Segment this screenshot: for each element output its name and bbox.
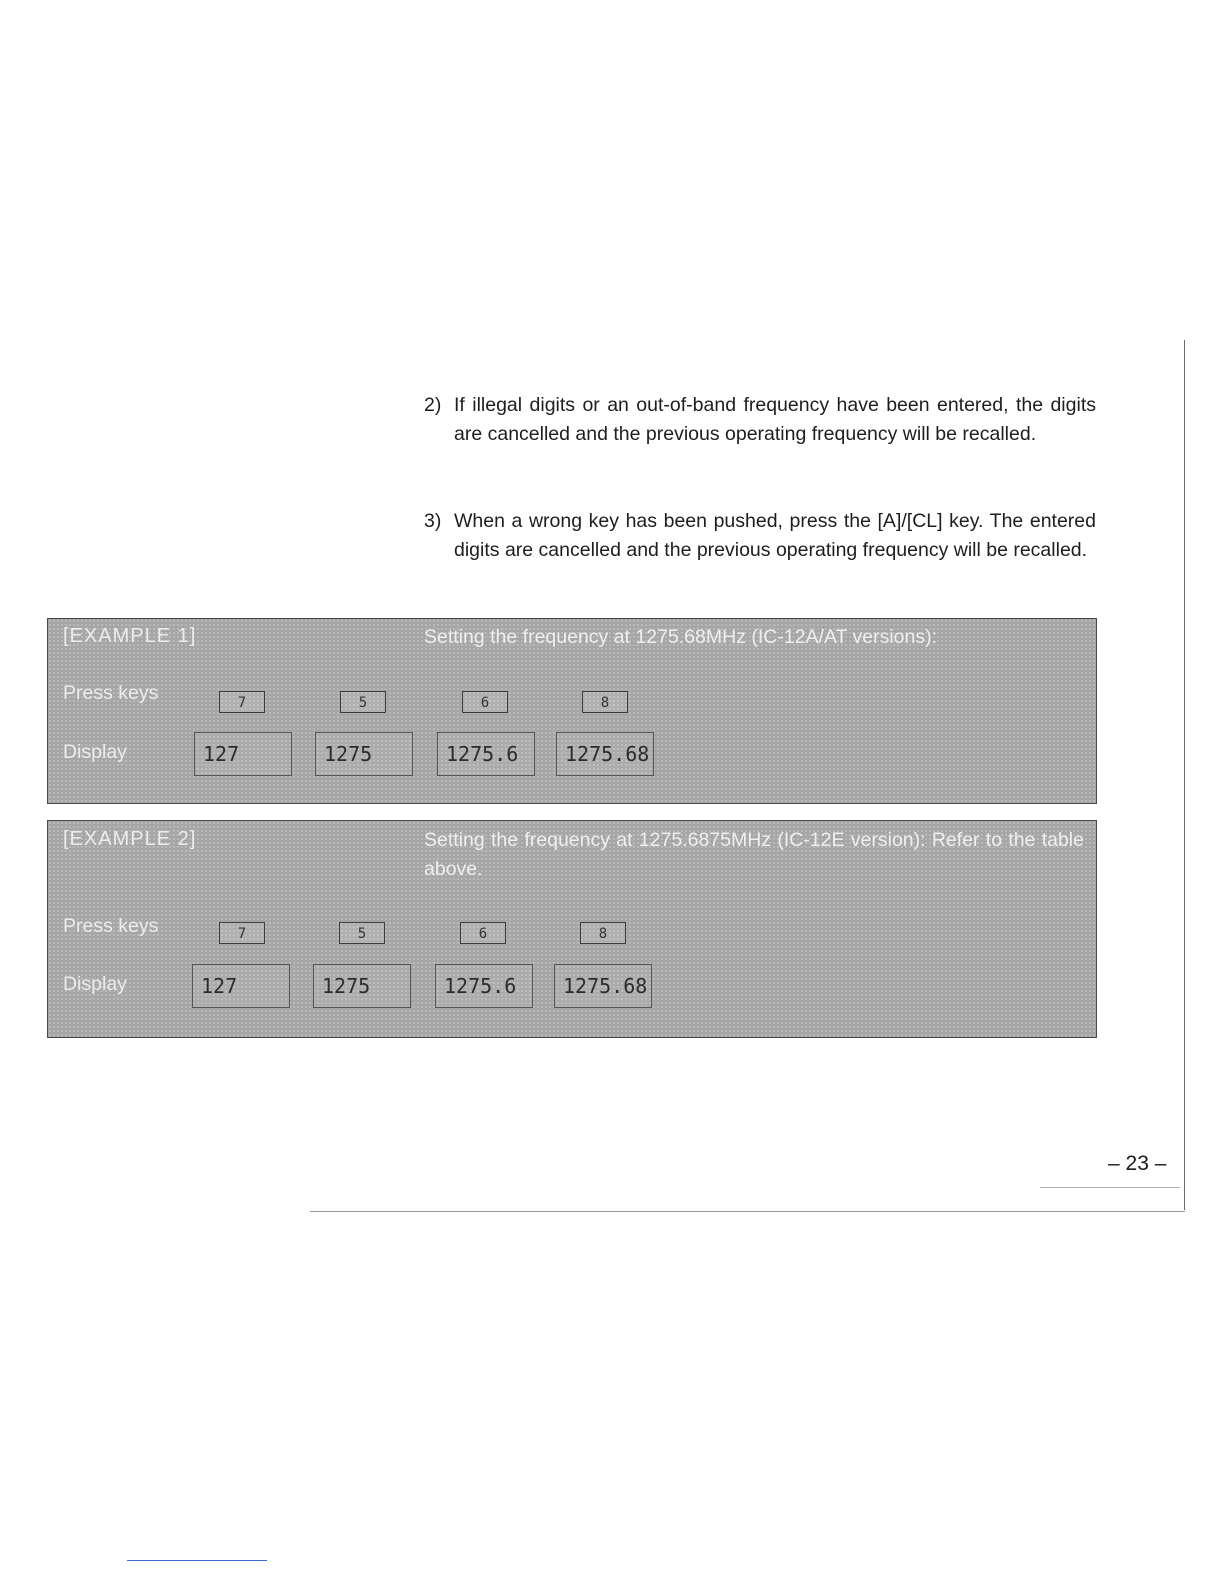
lcd-display: 127 — [194, 732, 292, 776]
instruction-text: When a wrong key has been pushed, press the [A]/[CL] key. The entered digits are cancelled and the previous operating frequency will be recalled. — [454, 510, 1096, 561]
key-5: 5 — [340, 691, 386, 713]
right-margin-rule — [1184, 340, 1185, 1210]
key-7: 7 — [219, 922, 265, 944]
page-number: – 23 – — [1108, 1152, 1167, 1175]
key-7: 7 — [219, 691, 265, 713]
lcd-display: 1275.68 — [556, 732, 654, 776]
instruction-item-2 — [424, 391, 1096, 449]
example-2-panel — [47, 820, 1097, 1038]
key-6: 6 — [460, 922, 506, 944]
footer-blue-rule — [127, 1560, 267, 1561]
example-description: Setting the frequency at 1275.68MHz (IC-12A/AT versions): — [424, 626, 938, 648]
instruction-text: If illegal digits or an out-of-band frequency have been entered, the digits are cancelled and the previous operating frequency will be recalled. — [454, 394, 1096, 445]
lcd-display: 127 — [192, 964, 290, 1008]
press-keys-label: Press keys — [63, 682, 159, 704]
instruction-number: 2) — [424, 394, 442, 416]
instruction-item-3 — [424, 507, 1096, 565]
key-6: 6 — [462, 691, 508, 713]
key-8: 8 — [580, 922, 626, 944]
lcd-display: 1275.68 — [554, 964, 652, 1008]
display-label: Display — [63, 741, 127, 763]
instruction-number: 3) — [424, 510, 442, 532]
example-description: Setting the frequency at 1275.6875MHz (IC-12E version): Refer to the table above. — [424, 829, 1084, 880]
lcd-display: 1275 — [315, 732, 413, 776]
lcd-display: 1275.6 — [435, 964, 533, 1008]
page-number-underline — [1040, 1187, 1180, 1188]
key-5: 5 — [339, 922, 385, 944]
example-title: [EXAMPLE 1] — [63, 625, 197, 647]
lcd-display: 1275.6 — [437, 732, 535, 776]
bottom-rule — [310, 1211, 1185, 1212]
key-8: 8 — [582, 691, 628, 713]
display-label: Display — [63, 973, 127, 995]
example-title: [EXAMPLE 2] — [63, 828, 197, 850]
lcd-display: 1275 — [313, 964, 411, 1008]
example-1-panel — [47, 618, 1097, 804]
press-keys-label: Press keys — [63, 915, 159, 937]
